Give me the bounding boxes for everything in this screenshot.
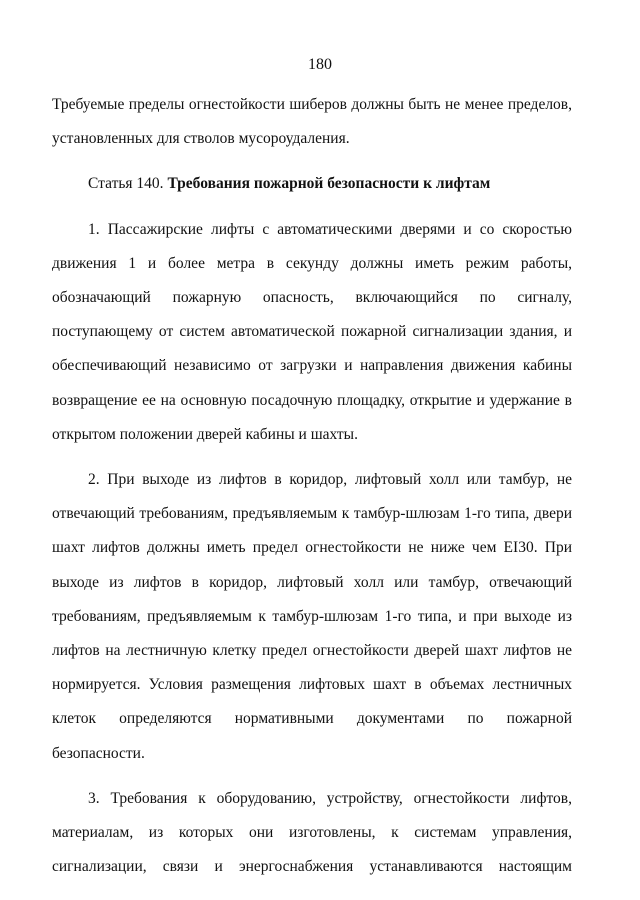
paragraph-item-2: 2. При выходе из лифтов в коридор, лифтовый холл или тамбур, не отвечающий требованиям, предъявляемым к тамбур-шлюзам 1-го типа, двери шахт лифтов должны иметь предел огнестойкости не ниже чем EI30. При выходе из лифтов в коридор, лифтовый холл или тамбур, отвечающий требованиям, предъявляемым к тамбур-шлюзам 1-го типа, и при выходе из лифтов на лестничную клетку предел огнестойкости дверей шахт лифтов не нормируется. Условия размещения лифтовых шахт в объемах лестничных клеток определяются нормативными документами по пожарной безопасности.	[52, 471, 572, 762]
paragraph-shiber-limits: Требуемые пределы огнестойкости шиберов должны быть не менее пределов, установленных для стволов мусороудаления.	[52, 96, 572, 148]
page-number: 180	[308, 56, 332, 73]
article-label: Статья 140.	[88, 175, 168, 193]
paragraph-item-3: 3. Требования к оборудованию, устройству, огнестойкости лифтов, материалам, из которых они изготовлены, к системам управления, сигнализации, связи и энергоснабжения устанавливаются настоящим	[52, 789, 572, 876]
document-body	[52, 88, 572, 884]
paragraph-item-1: 1. Пассажирские лифты с автоматическими дверями и со скоростью движения 1 и более метра в секунду должны иметь режим работы, обозначающий пожарную опасность, включающийся по сигналу, поступающему от систем автоматической пожарной сигнализации здания, и обеспечивающий независимо от загрузки и направления движения кабины возвращение ее на основную посадочную площадку, открытие и удержание в открытом положении дверей кабины и шахты.	[52, 220, 572, 443]
article-heading	[52, 167, 572, 201]
article-title: Требования пожарной безопасности к лифтам	[167, 175, 491, 193]
